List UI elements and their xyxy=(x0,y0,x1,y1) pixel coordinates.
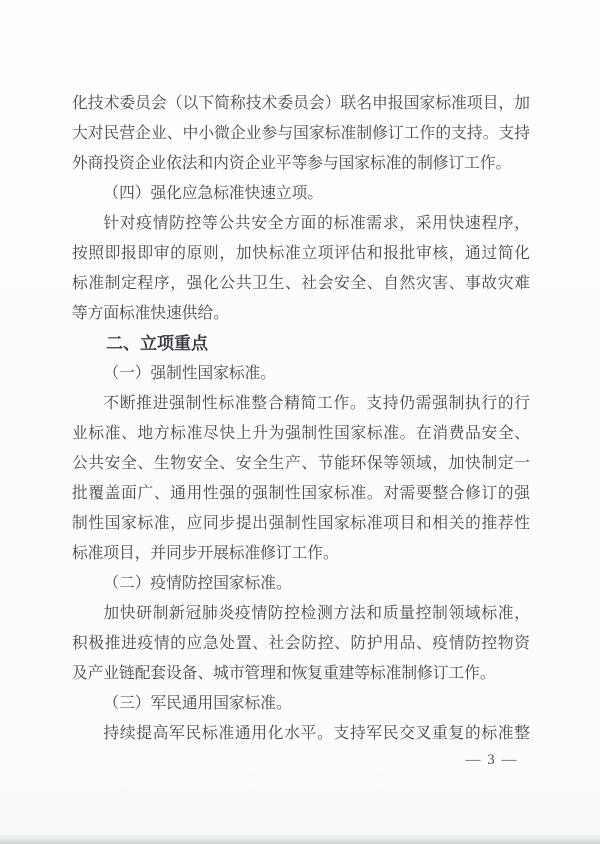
text-line: 业标准、地方标准尽快上升为强制性国家标准。在消费品安全、 xyxy=(72,425,530,442)
page-number: — 3 — xyxy=(465,752,518,768)
section-heading: 二、立项重点 xyxy=(106,334,208,353)
text-line: 针对疫情防控等公共安全方面的标准需求，采用快速程序， xyxy=(103,215,530,232)
text-line: 公共安全、生物安全、安全生产、节能环保等领域，加快制定一 xyxy=(72,455,530,472)
text-line: 加快研制新冠肺炎疫情防控检测方法和质量控制领域标准， xyxy=(103,605,530,622)
text-line: 标准项目，并同步开展标准修订工作。 xyxy=(72,545,339,562)
text-line: 大对民营企业、中小微企业参与国家标准制修订工作的支持。支持 xyxy=(72,125,530,142)
text-line: （一）强制性国家标准。 xyxy=(103,365,276,382)
text-line: 按照即报即审的原则，加快标准立项评估和报批审核，通过简化 xyxy=(72,245,530,262)
text-line: 不断推进强制性标准整合精简工作。支持仍需强制执行的行 xyxy=(103,395,530,412)
text-line: （三）军民通用国家标准。 xyxy=(103,695,292,712)
text-line: 外商投资企业依法和内资企业平等参与国家标准的制修订工作。 xyxy=(72,155,512,172)
page-edge-shadow xyxy=(0,834,600,844)
text-line: 批覆盖面广、通用性强的强制性国家标准。对需要整合修订的强 xyxy=(72,485,530,502)
text-line: 制性国家标准，应同步提出强制性国家标准项目和相关的推荐性 xyxy=(72,515,530,532)
text-line: （四）强化应急标准快速立项。 xyxy=(103,185,324,202)
text-line: 化技术委员会（以下简称技术委员会）联名申报国家标准项目，加 xyxy=(72,95,530,112)
text-line: 标准制定程序，强化公共卫生、社会安全、自然灾害、事故灾难 xyxy=(72,275,530,292)
document-text-block xyxy=(72,89,530,749)
text-line: 积极推进疫情的应急处置、社会防控、防护用品、疫情防控物资 xyxy=(72,635,530,652)
text-line: 及产业链配套设备、城市管理和恢复重建等标准制修订工作。 xyxy=(72,665,496,682)
text-line: 持续提高军民标准通用化水平。支持军民交叉重复的标准整 xyxy=(103,725,530,742)
text-line: 等方面标准快速供给。 xyxy=(72,305,229,322)
text-line: （二）疫情防控国家标准。 xyxy=(103,575,292,592)
